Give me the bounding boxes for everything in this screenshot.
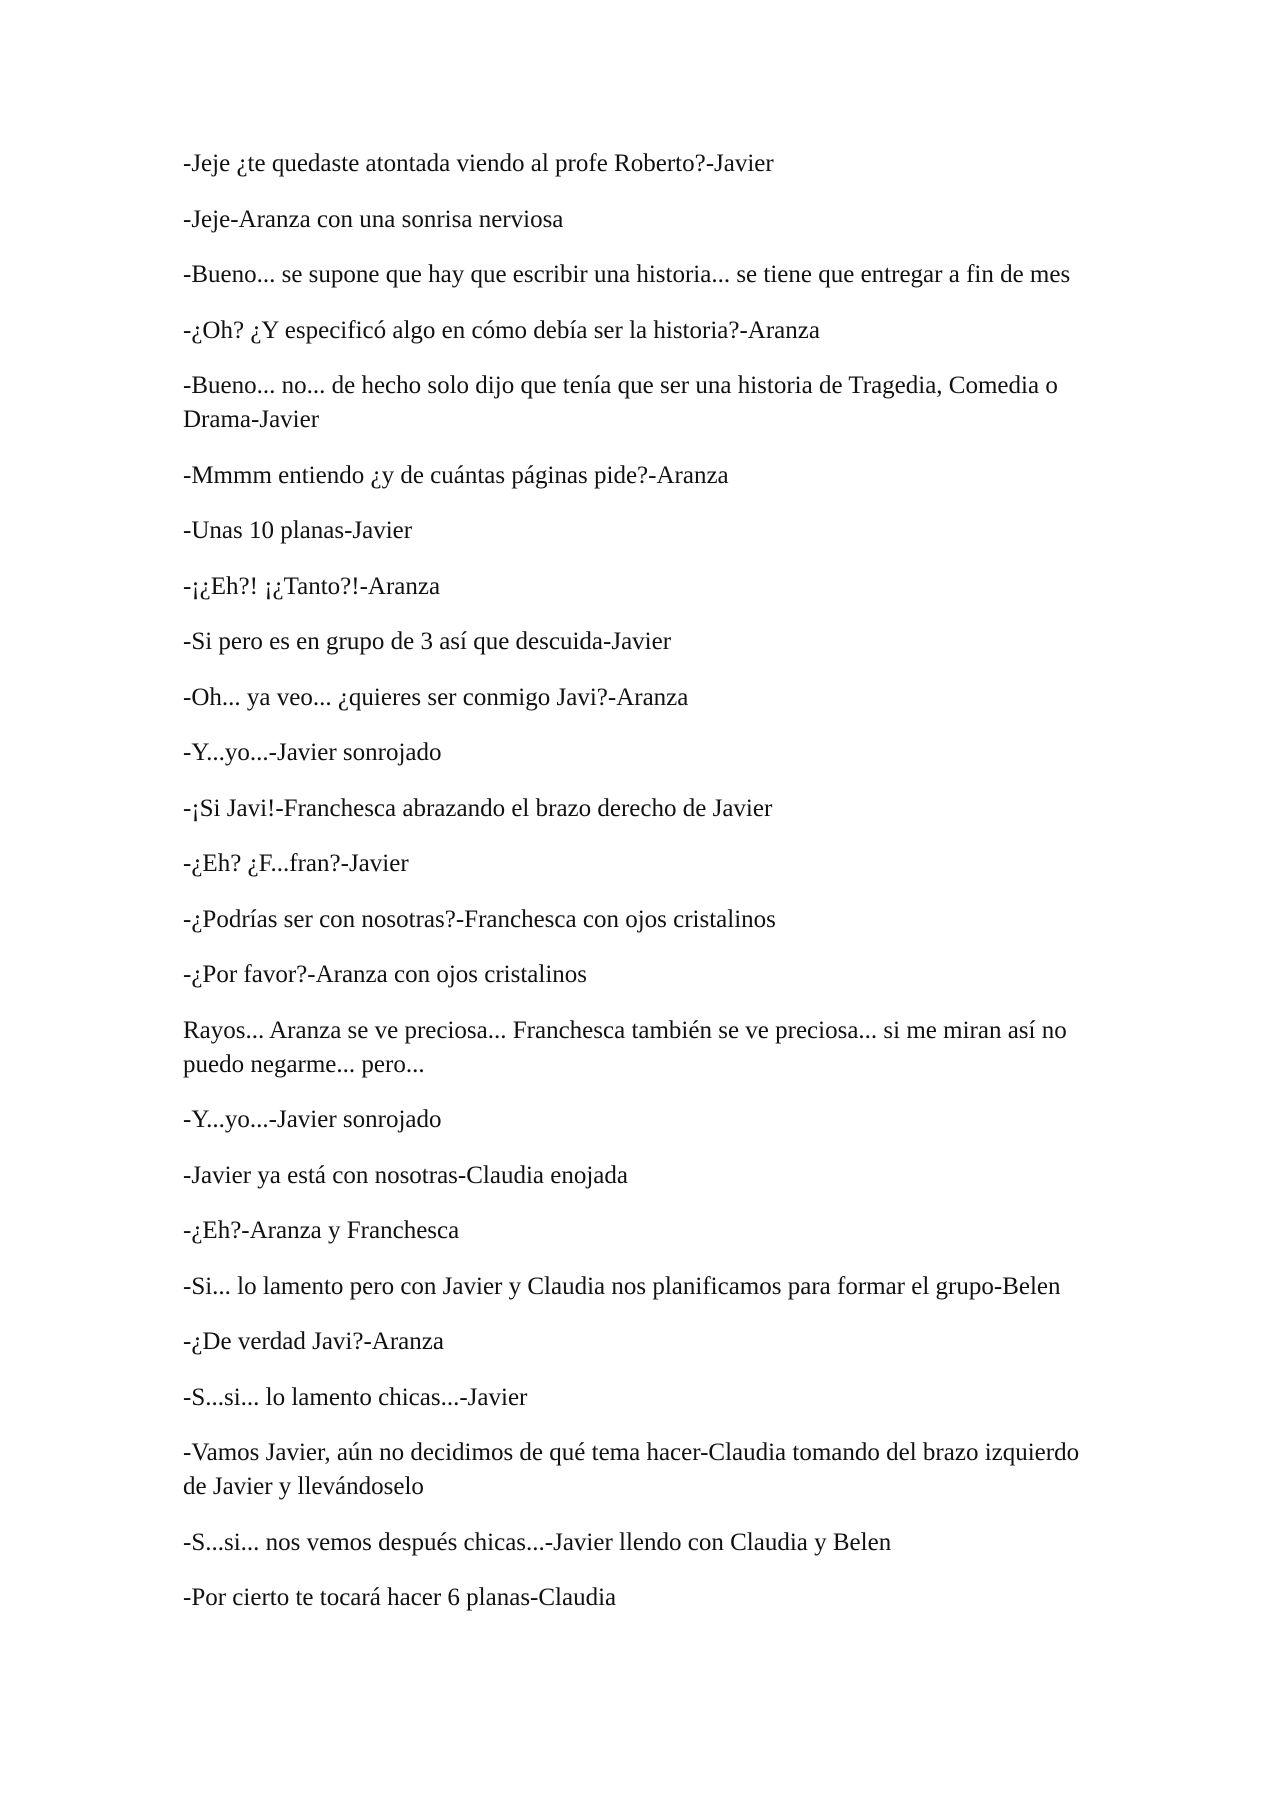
paragraph: -Mmmm entiendo ¿y de cuántas páginas pide?-Aranza [183, 461, 729, 489]
paragraph: -Unas 10 planas-Javier [183, 517, 413, 544]
paragraph: -Javier ya está con nosotras-Claudia enojada [183, 1161, 628, 1189]
paragraph: -Jeje ¿te quedaste atontada viendo al profe Roberto?-Javier [183, 150, 774, 177]
paragraph: -Si pero es en grupo de 3 así que descuida-Javier [183, 628, 672, 655]
paragraph: Rayos... Aranza se ve preciosa... Franchesca también se ve preciosa... si me miran así no puedo negarme... pero... [183, 1016, 1067, 1078]
paragraph: -S...si... nos vemos después chicas...-Javier llendo con Claudia y Belen [183, 1528, 892, 1556]
paragraph: -¿Por favor?-Aranza con ojos cristalinos [183, 961, 588, 988]
paragraph: -Por cierto te tocará hacer 6 planas-Claudia [183, 1584, 617, 1611]
paragraph: -Y...yo...-Javier sonrojado [183, 1106, 442, 1133]
paragraph: -Oh... ya veo... ¿quieres ser conmigo Javi?-Aranza [183, 683, 689, 711]
paragraph: -Vamos Javier, aún no decidimos de qué tema hacer-Claudia tomando del brazo izquierdo de Javier y llevándoselo [183, 1439, 1080, 1500]
paragraph: -S...si... lo lamento chicas...-Javier [183, 1383, 528, 1411]
paragraph: -¡¿Eh?! ¡¿Tanto?!-Aranza [183, 572, 441, 600]
paragraph: -Bueno... no... de hecho solo dijo que tenía que ser una historia de Tragedia, Comedia o Drama-Javier [183, 372, 1058, 433]
paragraph: -¿Oh? ¿Y especificó algo en cómo debía ser la historia?-Aranza [183, 316, 820, 344]
paragraph: -¡Si Javi!-Franchesca abrazando el brazo derecho de Javier [183, 794, 773, 822]
paragraph: -¿Eh? ¿F...fran?-Javier [183, 850, 409, 877]
paragraph: -¿De verdad Javi?-Aranza [183, 1328, 444, 1355]
paragraph: -Y...yo...-Javier sonrojado [183, 739, 442, 766]
paragraph: -Jeje-Aranza con una sonrisa nerviosa [183, 205, 564, 233]
paragraph: -¿Eh?-Aranza y Franchesca [183, 1217, 460, 1244]
document-body [183, 147, 1103, 1637]
paragraph: -¿Podrías ser con nosotras?-Franchesca con ojos cristalinos [183, 905, 776, 933]
paragraph: -Bueno... se supone que hay que escribir una historia... se tiene que entregar a fin de mes [183, 261, 1071, 288]
paragraph: -Si... lo lamento pero con Javier y Claudia nos planificamos para formar el grupo-Belen [183, 1272, 1061, 1300]
